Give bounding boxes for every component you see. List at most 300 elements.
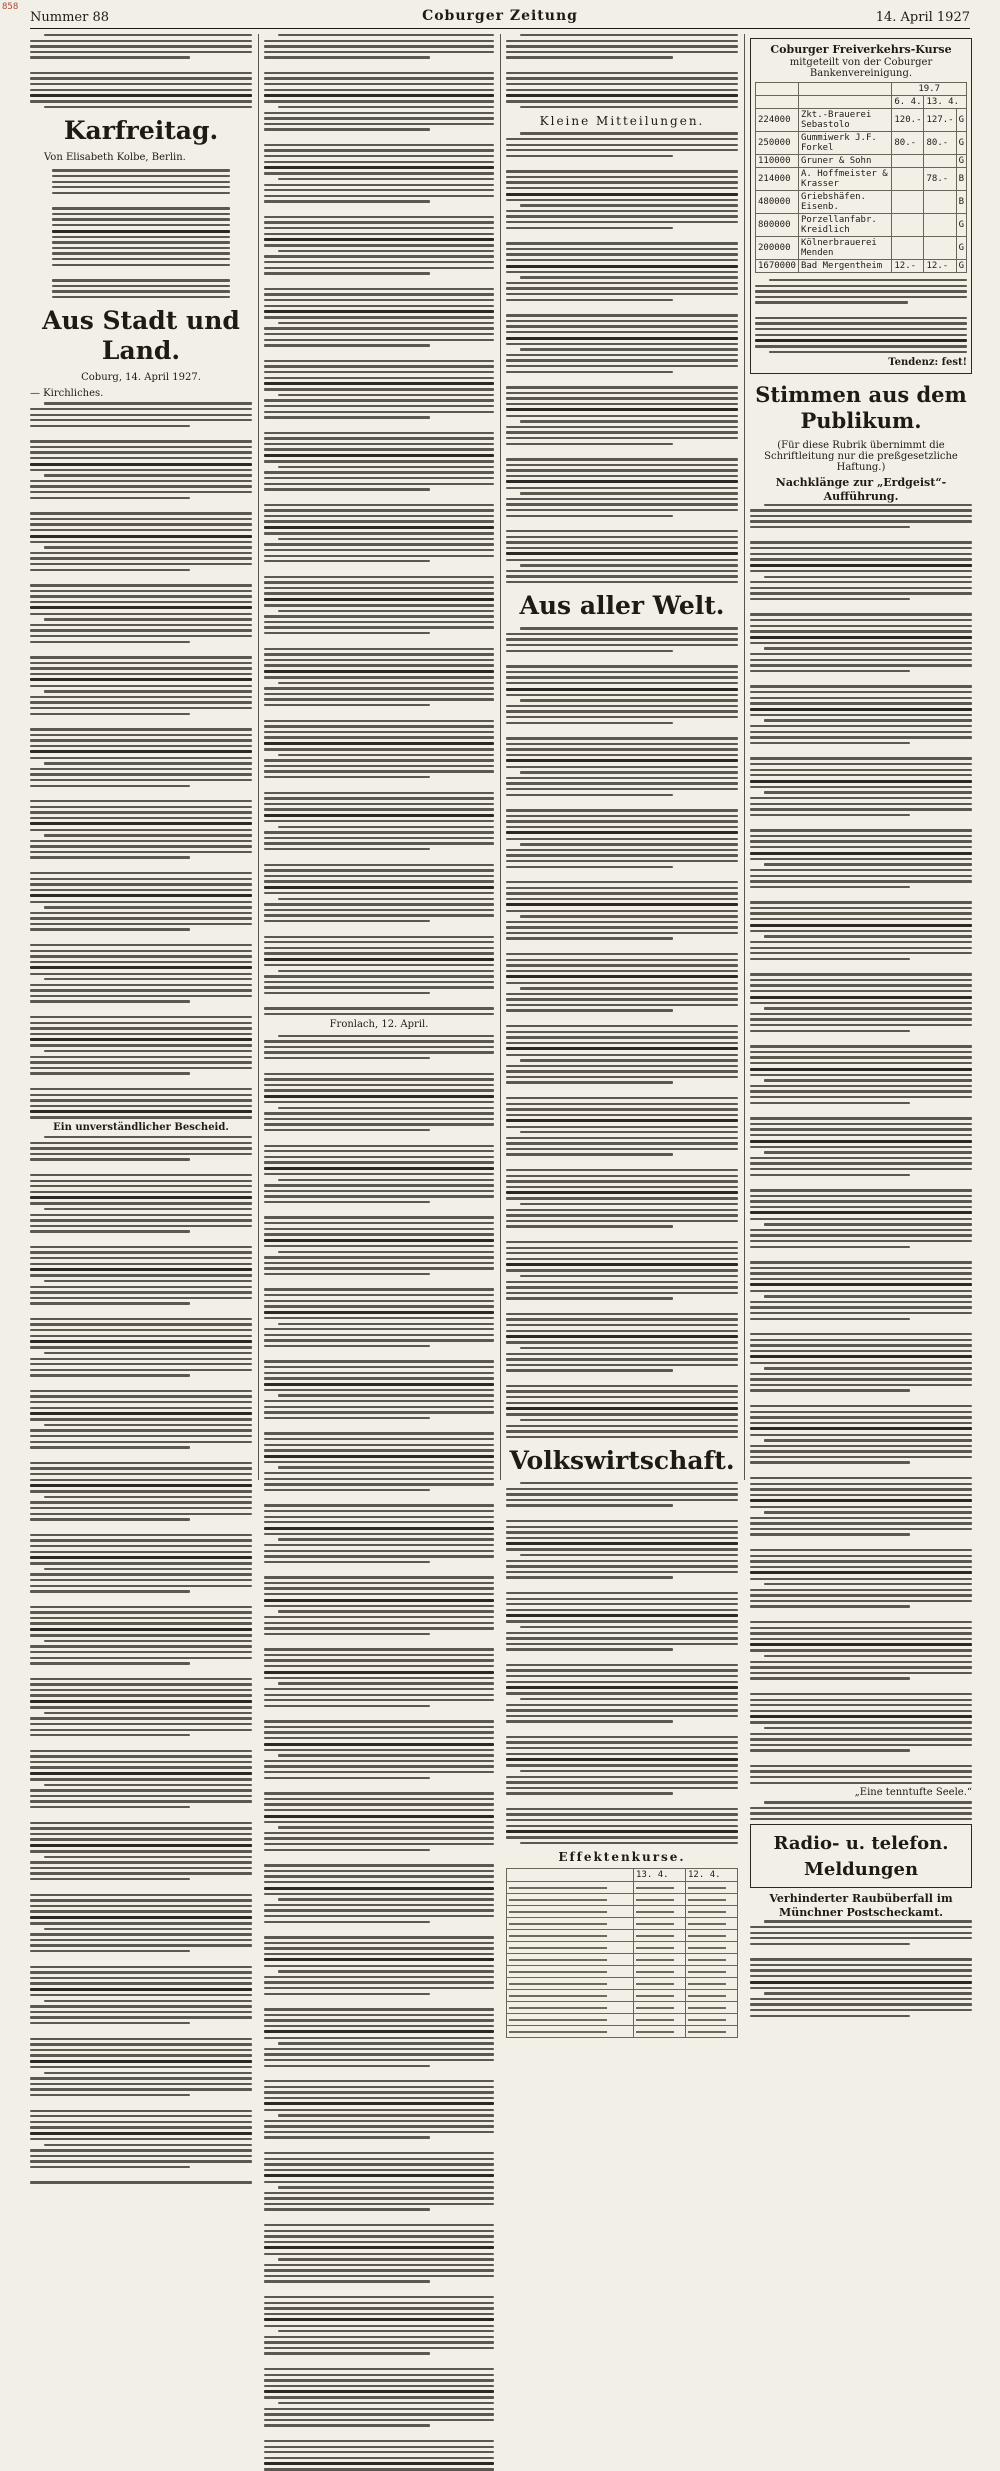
- paragraph-gap: [30, 1812, 252, 1822]
- text-line: [30, 1905, 252, 1907]
- text-line: [264, 842, 494, 844]
- text-line: [506, 1390, 738, 1392]
- text-line: [264, 1731, 494, 1733]
- text-line: [30, 1263, 252, 1265]
- table-cell: [634, 1882, 686, 1894]
- text-line: [30, 1335, 252, 1337]
- text-line: [264, 272, 430, 274]
- table-header-cell: [756, 83, 799, 96]
- text-line: [30, 1585, 252, 1587]
- column-rule: [258, 34, 259, 1480]
- text-line: [750, 1355, 972, 1358]
- text-line: [506, 1620, 738, 1622]
- text-line: [750, 1157, 972, 1159]
- text-line: [506, 1197, 738, 1199]
- text-line: [264, 405, 494, 407]
- text-line: [264, 2037, 494, 2039]
- text-line: [264, 837, 494, 839]
- cell-text-line: [509, 1887, 607, 1889]
- text-line: [264, 759, 494, 761]
- text-line: [506, 1269, 738, 1271]
- text-line: [506, 293, 738, 295]
- kurse-year: 19.7: [892, 83, 967, 96]
- paragraph-gap: [264, 2142, 494, 2152]
- text-line: [506, 1560, 738, 1562]
- table-row: [507, 1918, 738, 1930]
- cell-text-line: [688, 1995, 726, 1997]
- text-line: [750, 907, 972, 909]
- text-line: [506, 1341, 738, 1343]
- text-line: [264, 936, 494, 938]
- text-line: [520, 987, 738, 989]
- text-line: [30, 595, 252, 597]
- text-line: [506, 320, 738, 322]
- paragraph-gap: [750, 963, 972, 973]
- text-line: [750, 1229, 972, 1231]
- text-line: [520, 204, 738, 206]
- text-line: [506, 314, 738, 316]
- text-line: [750, 1483, 972, 1485]
- text-line: [278, 1394, 494, 1396]
- text-line: [264, 1527, 494, 1530]
- text-line: [506, 910, 738, 912]
- cell-text-line: [636, 1899, 674, 1901]
- text-line: [264, 2086, 494, 2088]
- text-line: [264, 626, 494, 628]
- text-line: [30, 779, 252, 781]
- cell-text-line: [636, 1911, 674, 1913]
- text-line: [30, 457, 252, 459]
- text-line: [750, 990, 972, 992]
- text-line: [750, 1434, 972, 1436]
- text-line: [30, 1899, 252, 1901]
- text-line: [750, 1051, 972, 1053]
- text-line: [264, 1372, 494, 1374]
- text-line: [506, 331, 738, 333]
- table-cell: Gummiwerk J.F. Forkel: [798, 132, 891, 155]
- text-line: [750, 1555, 972, 1557]
- text-line: [750, 1134, 972, 1136]
- text-line: [506, 1669, 738, 1671]
- text-line: [52, 290, 230, 292]
- text-line: [750, 840, 972, 842]
- cell-text-line: [636, 1959, 674, 1961]
- text-line: [264, 155, 494, 157]
- text-line: [506, 633, 738, 635]
- text-line: [30, 917, 252, 919]
- table-cell: 127.-: [924, 109, 956, 132]
- table-row: [507, 1942, 738, 1954]
- article-text: [750, 1801, 972, 1820]
- table-cell: 214000: [756, 168, 799, 191]
- text-line: [264, 56, 430, 58]
- text-line: [30, 750, 252, 753]
- text-line: [506, 242, 738, 244]
- text-line: [264, 1195, 494, 1197]
- text-line: [506, 1324, 738, 1326]
- text-line: [264, 1605, 494, 1607]
- text-line: [264, 2440, 494, 2442]
- text-line: [264, 1073, 494, 1075]
- text-line: [750, 1749, 910, 1751]
- text-line: [30, 757, 252, 759]
- paragraph-gap: [750, 1107, 972, 1117]
- text-line: [44, 1424, 252, 1426]
- text-line: [264, 371, 494, 373]
- text-line: [506, 1252, 738, 1254]
- text-line: [30, 1617, 252, 1619]
- text-line: [750, 558, 972, 560]
- table-cell: [507, 1954, 634, 1966]
- paragraph-gap: [30, 1006, 252, 1016]
- paragraph-gap: [264, 1782, 494, 1792]
- text-line: [750, 742, 910, 744]
- text-line: [506, 271, 738, 273]
- text-line: [506, 1692, 738, 1694]
- text-line: [506, 1430, 738, 1432]
- text-line: [30, 989, 252, 991]
- text-line: [30, 768, 252, 770]
- text-line: [506, 1054, 738, 1056]
- paragraph-gap: [506, 520, 738, 530]
- text-line: [30, 83, 252, 85]
- text-line: [750, 1246, 910, 1248]
- paragraph-gap: [506, 1159, 738, 1169]
- text-line: [264, 382, 494, 385]
- text-line: [506, 998, 738, 1000]
- paragraph-gap: [506, 62, 738, 72]
- text-line: [30, 1329, 252, 1331]
- text-line: [30, 1872, 252, 1874]
- text-line: [264, 808, 494, 810]
- text-line: [30, 856, 190, 858]
- text-line: [750, 1987, 972, 1989]
- text-line: [264, 704, 430, 706]
- table-cell: [634, 2026, 686, 2038]
- paragraph-gap: [264, 1135, 494, 1145]
- text-line: [750, 697, 972, 699]
- text-line: [506, 1715, 738, 1717]
- table-row: [756, 191, 967, 214]
- text-line: [506, 227, 673, 229]
- text-line: [30, 563, 252, 565]
- text-line: [750, 570, 972, 572]
- text-line: [30, 1016, 252, 1018]
- paragraph-gap: [750, 1179, 972, 1189]
- text-line: [750, 1776, 972, 1778]
- text-line: [30, 667, 252, 669]
- text-line: [30, 1490, 252, 1492]
- text-line: [30, 557, 252, 559]
- text-line: [264, 509, 494, 511]
- text-line: [264, 1129, 430, 1131]
- text-line: [264, 2374, 494, 2376]
- text-line: [264, 2120, 494, 2122]
- text-line: [264, 792, 494, 794]
- text-line: [750, 1672, 972, 1674]
- paragraph-gap: [264, 926, 494, 936]
- text-line: [506, 259, 738, 261]
- text-line: [264, 958, 494, 961]
- text-line: [506, 860, 738, 862]
- text-line: [506, 40, 738, 42]
- text-line: [264, 2385, 494, 2387]
- text-line: [506, 1776, 738, 1778]
- text-line: [506, 759, 738, 762]
- text-line: [750, 1661, 972, 1663]
- text-line: [506, 1153, 673, 1155]
- text-line: [750, 1200, 972, 1202]
- text-line: [264, 1881, 494, 1883]
- text-line: [30, 713, 190, 715]
- text-line: [264, 1046, 494, 1048]
- stadt-land-heading: Aus Stadt und Land.: [42, 306, 240, 366]
- table-cell: [634, 1978, 686, 1990]
- text-line: [264, 2468, 494, 2470]
- text-line: [506, 1753, 738, 1755]
- text-line: [750, 1123, 972, 1125]
- text-line: [52, 224, 230, 226]
- text-line: [755, 317, 967, 319]
- text-line: [750, 1206, 972, 1208]
- text-line: [506, 337, 738, 340]
- text-line: [30, 1861, 252, 1863]
- text-line: [506, 1830, 738, 1833]
- table-cell: Zkt.-Brauerei Sebastolo: [798, 109, 891, 132]
- text-line: [520, 564, 738, 566]
- text-line: [264, 1173, 494, 1175]
- text-line: [52, 181, 230, 183]
- text-line: [506, 541, 738, 543]
- text-line: [30, 1105, 252, 1107]
- text-line: [52, 213, 230, 215]
- text-line: [264, 1815, 494, 1818]
- text-line: [278, 2186, 494, 2188]
- text-line: [264, 1665, 494, 1667]
- text-line: [30, 1551, 252, 1553]
- text-line: [264, 1389, 494, 1391]
- text-line: [506, 820, 738, 822]
- text-line: [30, 512, 252, 514]
- text-line: [506, 794, 673, 796]
- table-cell: 1670000: [756, 260, 799, 273]
- article-text: [750, 504, 972, 1784]
- paragraph-gap: [506, 1231, 738, 1241]
- paragraph-gap: [30, 574, 252, 584]
- text-line: [506, 777, 738, 779]
- paragraph-gap: [264, 206, 494, 216]
- text-line: [30, 1033, 252, 1035]
- text-line: [264, 875, 494, 877]
- text-line: [264, 172, 494, 174]
- text-line: [30, 2005, 252, 2007]
- text-line: [506, 170, 738, 172]
- text-line: [264, 903, 494, 905]
- table-cell: 224000: [756, 109, 799, 132]
- table-row: [756, 155, 967, 168]
- text-line: [750, 598, 910, 600]
- text-line: [264, 1777, 430, 1779]
- table-cell: [634, 1966, 686, 1978]
- paragraph-gap: [264, 1638, 494, 1648]
- paragraph-gap: [506, 1582, 738, 1592]
- text-line: [264, 1478, 494, 1480]
- text-line: [506, 716, 738, 718]
- text-line: [750, 670, 910, 672]
- text-line: [506, 100, 738, 102]
- text-line: [264, 1893, 494, 1895]
- paragraph-gap: [750, 603, 972, 613]
- text-line: [264, 1533, 494, 1535]
- text-line: [506, 1186, 738, 1188]
- text-line: [30, 961, 252, 963]
- table-cell: [686, 2002, 738, 2014]
- text-line: [769, 351, 967, 353]
- text-line: [750, 1733, 972, 1735]
- text-line: [264, 1593, 494, 1595]
- text-line: [30, 1723, 252, 1725]
- text-line: [506, 1675, 738, 1677]
- text-line: [30, 800, 252, 802]
- text-line: [30, 2166, 190, 2168]
- text-line: [264, 1993, 430, 1995]
- text-line: [264, 1965, 494, 1967]
- text-line: [264, 2030, 494, 2033]
- text-line: [30, 1657, 252, 1659]
- text-line: [278, 1107, 494, 1109]
- table-row: [507, 2002, 738, 2014]
- text-line: [278, 322, 494, 324]
- text-line: [755, 301, 908, 303]
- text-line: [506, 575, 738, 577]
- text-line: [750, 1062, 972, 1064]
- text-line: [750, 1528, 972, 1530]
- text-line: [506, 287, 738, 289]
- text-line: [506, 809, 738, 811]
- text-line: [750, 1350, 972, 1352]
- text-line: [750, 918, 972, 920]
- text-line: [750, 786, 972, 788]
- table-cell: [892, 237, 924, 260]
- text-line: [750, 1964, 972, 1966]
- text-line: [30, 1950, 190, 1952]
- text-line: [264, 2264, 494, 2266]
- text-line: [30, 1407, 252, 1409]
- text-line: [264, 820, 494, 822]
- text-line: [30, 1214, 252, 1216]
- text-line: [750, 1998, 972, 2000]
- volkswirtschaft-heading: Volkswirtschaft.: [509, 1446, 735, 1476]
- text-line: [506, 371, 673, 373]
- text-line: [264, 2253, 494, 2255]
- text-line: [506, 193, 738, 196]
- table-cell: [507, 1894, 634, 1906]
- paragraph-gap: [30, 1884, 252, 1894]
- cell-text-line: [636, 1971, 674, 1973]
- text-line: [506, 1031, 738, 1033]
- text-line: [264, 227, 494, 229]
- text-line: [264, 1550, 494, 1552]
- text-line: [278, 466, 494, 468]
- text-line: [750, 984, 972, 986]
- text-line: [52, 175, 230, 177]
- text-line: [764, 1079, 972, 1081]
- text-line: [30, 40, 252, 42]
- paragraph-gap: [30, 2100, 252, 2110]
- text-line: [264, 360, 494, 362]
- paragraph-gap: [750, 1467, 972, 1477]
- text-line: [264, 1737, 494, 1739]
- table-header-cell: [507, 1869, 634, 1882]
- text-line: [506, 199, 738, 201]
- paragraph-gap: [30, 1956, 252, 1966]
- text-line: [264, 2368, 494, 2370]
- table-cell: [686, 1918, 738, 1930]
- text-line: [506, 1402, 738, 1404]
- text-line: [264, 886, 494, 889]
- text-line: [44, 1568, 252, 1570]
- text-line: [520, 1842, 738, 1844]
- text-line: [750, 736, 972, 738]
- text-line: [506, 1297, 673, 1299]
- text-line: [264, 1521, 494, 1523]
- text-line: [264, 1411, 494, 1413]
- text-line: [264, 77, 494, 79]
- table-cell: G: [956, 109, 966, 132]
- cell-text-line: [636, 2019, 674, 2021]
- stimmen-heading: Stimmen aus dem Publikum.: [755, 381, 967, 433]
- text-line: [52, 241, 230, 243]
- text-line: [264, 1688, 494, 1690]
- paragraph-gap: [264, 782, 494, 792]
- text-line: [30, 1971, 252, 1973]
- text-line: [264, 2109, 494, 2111]
- text-line: [30, 590, 252, 592]
- text-line: [750, 829, 972, 831]
- stimmen-note: (Für diese Rubrik übernimmt die Schriftleitung nur die preßgesetzliche Haftung.): [764, 439, 958, 473]
- text-line: [30, 1286, 252, 1288]
- text-line: [30, 845, 252, 847]
- text-line: [264, 1821, 494, 1823]
- text-line: [750, 1174, 910, 1176]
- text-line: [506, 1493, 738, 1495]
- text-line: [750, 886, 910, 888]
- text-line: [264, 621, 494, 623]
- text-line: [506, 138, 738, 140]
- text-line: [30, 1116, 252, 1118]
- text-line: [264, 333, 494, 335]
- text-line: [506, 426, 738, 428]
- text-line: [30, 2083, 252, 2085]
- paragraph-gap: [506, 871, 738, 881]
- text-line: [30, 535, 252, 538]
- text-line: [764, 935, 972, 937]
- text-line: [264, 2080, 494, 2082]
- text-line: [264, 803, 494, 805]
- text-line: [506, 887, 738, 889]
- text-line: [264, 731, 494, 733]
- article-text: [30, 34, 252, 108]
- text-line: [30, 1778, 252, 1780]
- text-line: [30, 2088, 252, 2090]
- text-line: [506, 248, 738, 250]
- article-text: [750, 1920, 972, 2030]
- text-line: [264, 1449, 494, 1451]
- text-line: [30, 1358, 252, 1360]
- text-line: [506, 570, 738, 572]
- table-cell: [686, 1906, 738, 1918]
- table-cell: [686, 1882, 738, 1894]
